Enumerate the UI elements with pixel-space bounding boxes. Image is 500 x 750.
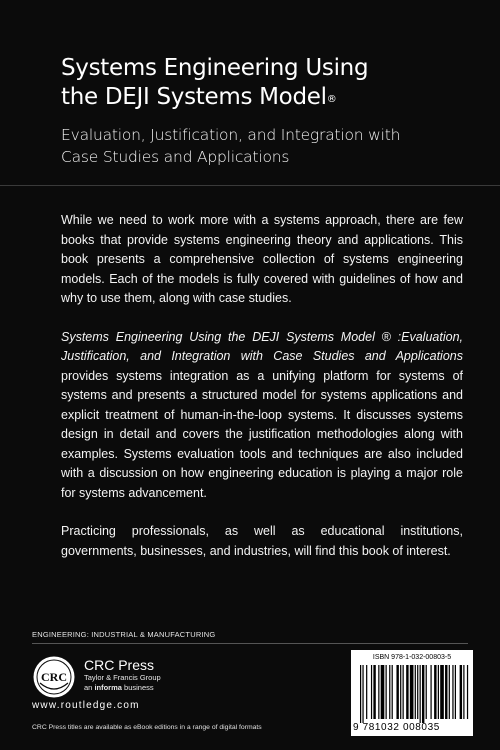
barcode-digit-group-1: 781032	[362, 722, 400, 733]
publisher-business	[84, 683, 161, 693]
business-suffix: business	[121, 683, 154, 692]
description-paragraph-2-text: provides systems integration as a unifying platform for systems of systems and presents a structured model for systems applications and explicit treatment of human-in-the-loop systems. It discusses systems design in detail and covers the justification methodologies along with examples. Systems evaluation tools and techniques are also included with a discussion on how engineering education is playing a major role for systems advancement.	[61, 368, 463, 500]
publisher-info	[84, 657, 161, 693]
registered-mark: ®	[326, 94, 337, 105]
barcode-bar	[455, 665, 456, 719]
book-subtitle	[61, 124, 481, 168]
barcode-bar	[434, 665, 436, 719]
barcode-bar	[460, 665, 462, 719]
barcode-bar	[415, 665, 416, 719]
barcode-bar	[381, 665, 385, 719]
barcode-bar	[422, 665, 424, 723]
publisher-group: Taylor & Francis Group	[84, 673, 161, 682]
barcode-digit-group-2: 008035	[402, 722, 440, 733]
barcode-bar	[386, 665, 387, 719]
crc-logo-text: CRC	[41, 670, 67, 684]
barcode-bar	[366, 665, 367, 719]
barcode-bar	[396, 665, 398, 719]
barcode-bar	[360, 665, 361, 723]
crc-press-logo	[32, 655, 76, 699]
subtitle-line-2: Case Studies and Applications	[61, 148, 290, 166]
isbn-number: ISBN 978-1-032-00803-5	[372, 654, 452, 661]
description-paragraph-1: While we need to work more with a systems approach, there are few books that provide systems engineering theory and applications. This book presents a comprehensive collection of systems engineering models. Each of the models is fully covered with guidelines of how and why to use them, along with case studies.	[61, 213, 463, 305]
business-informa: informa	[94, 683, 122, 692]
barcode-bar	[389, 665, 390, 719]
barcode-bar	[406, 665, 408, 719]
publisher-name: CRC Press	[84, 657, 155, 673]
barcode-bar	[378, 665, 379, 719]
barcode-bar	[392, 665, 393, 719]
footer-divider	[32, 643, 468, 644]
business-prefix: an	[84, 683, 95, 692]
barcode-bar	[373, 665, 375, 719]
subtitle-line-1: Evaluation, Justification, and Integration with	[61, 126, 401, 144]
book-title	[61, 54, 461, 112]
barcode-bar	[420, 665, 421, 723]
barcode-bar	[410, 665, 414, 719]
barcode-bar	[463, 665, 464, 719]
subject-category: ENGINEERING: INDUSTRIAL & MANUFACTURING	[32, 630, 216, 639]
barcode-bar	[430, 665, 431, 719]
description-paragraph-2	[61, 328, 463, 504]
barcode-bars	[355, 665, 469, 723]
barcode-bar	[417, 665, 418, 719]
barcode-bar	[467, 665, 468, 719]
barcode-digits	[353, 722, 471, 734]
description-title-italic: Systems Engineering Using the DEJI Systems Model ® :Evaluation, Justification, and Integration with Case Studies and Applications	[61, 329, 463, 363]
barcode-bar	[403, 665, 404, 719]
barcode-bar	[449, 665, 450, 719]
barcode-bar	[362, 665, 363, 723]
barcode-bar	[440, 665, 444, 719]
barcode-bar	[400, 665, 401, 719]
title-line-1: Systems Engineering Using	[61, 55, 369, 81]
divider	[0, 185, 500, 186]
barcode-bar	[371, 665, 372, 719]
barcode-bar	[426, 665, 427, 719]
barcode-bar	[445, 665, 447, 719]
title-line-2	[61, 83, 461, 112]
barcode-bar	[438, 665, 439, 719]
isbn-barcode	[351, 650, 473, 736]
barcode-digit-prefix: 9	[353, 722, 360, 733]
publisher-website[interactable]: www.routledge.com	[32, 700, 140, 711]
ebook-note: CRC Press titles are available as eBook editions in a range of digital formats	[32, 724, 262, 731]
barcode-bar	[452, 665, 453, 719]
book-description	[61, 211, 463, 580]
title-line-2-text: the DEJI Systems Model	[61, 84, 327, 110]
description-paragraph-3: Practicing professionals, as well as educational institutions, governments, businesses, and industries, will find this book of interest.	[61, 524, 463, 558]
